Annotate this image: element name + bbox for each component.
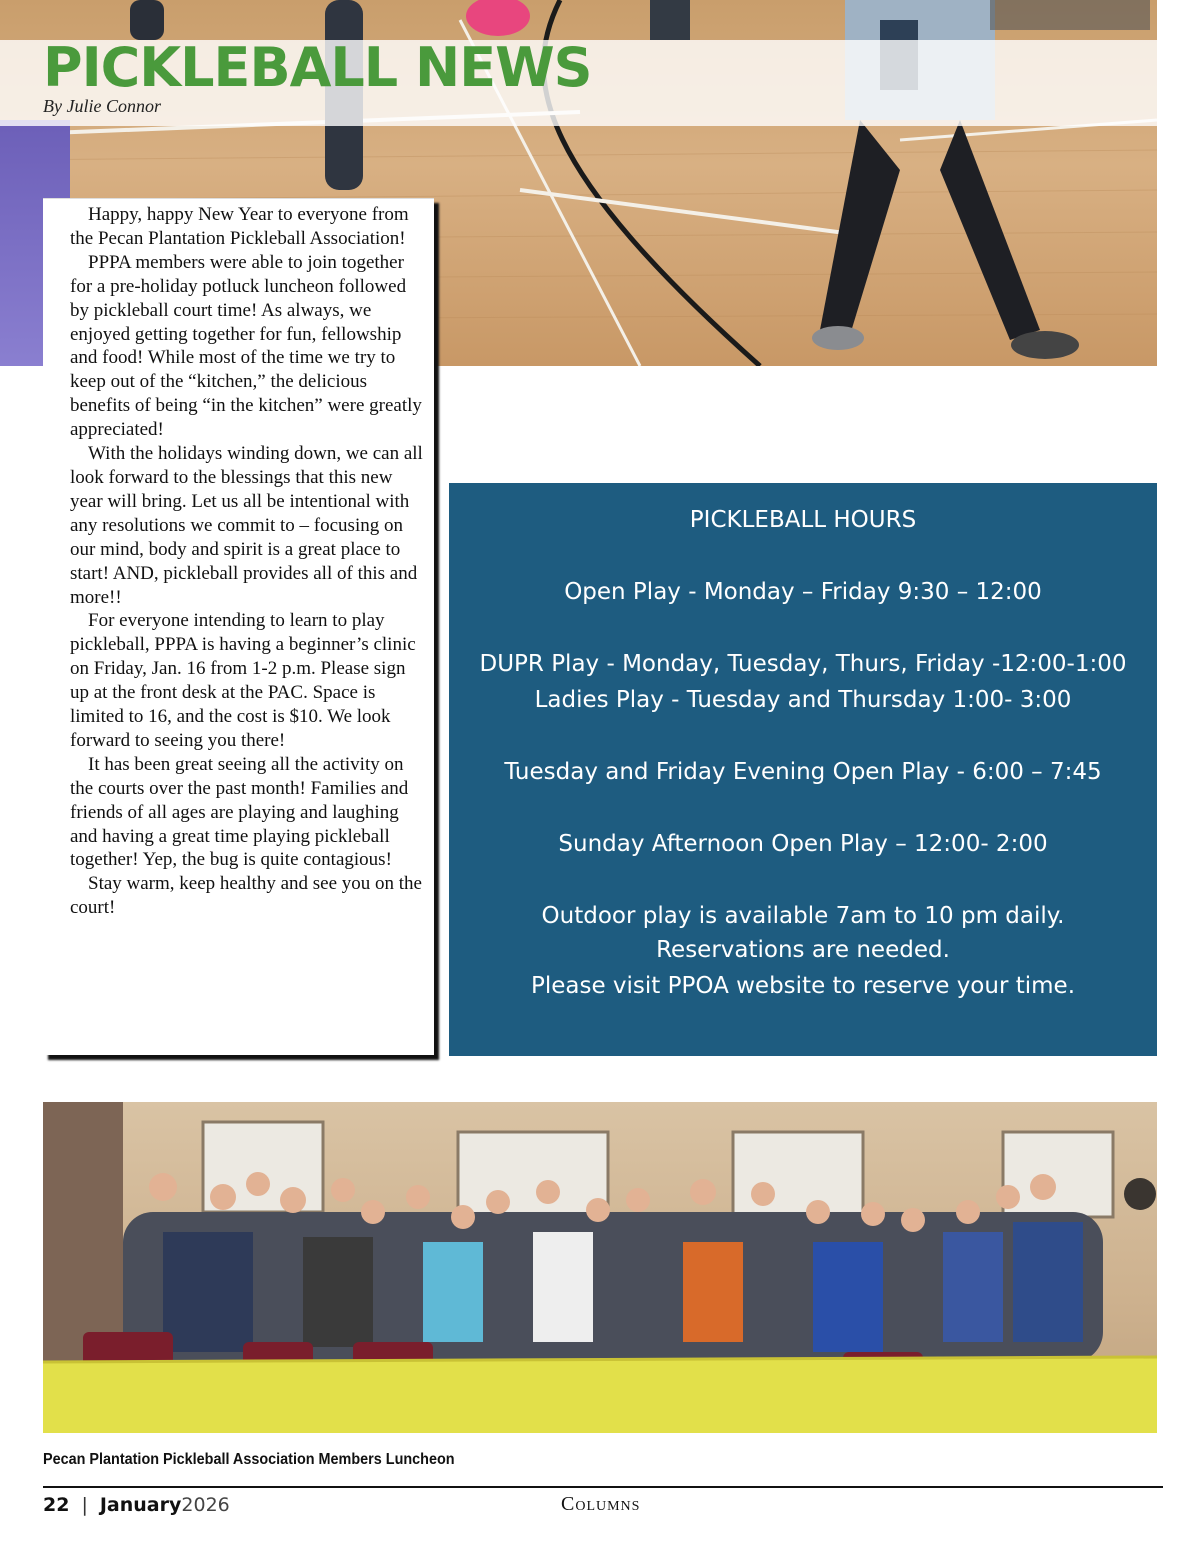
group-photo <box>43 1102 1157 1433</box>
footer-separator: | <box>81 1494 88 1516</box>
byline: By Julie Connor <box>43 96 161 116</box>
footer <box>43 1494 230 1516</box>
page-number: 22 <box>43 1494 70 1516</box>
group-photo-illustration <box>43 1102 1157 1433</box>
photo-caption: Pecan Plantation Pickleball Association Members Luncheon <box>43 1451 455 1468</box>
issue-month: January <box>99 1494 182 1516</box>
hours-sunday-play: Sunday Afternoon Open Play – 12:00- 2:00 <box>558 831 1048 857</box>
hours-heading: PICKLEBALL HOURS <box>689 507 917 533</box>
hours-dupr-play: DUPR Play - Monday, Tuesday, Thurs, Friday -12:00-1:00 <box>479 651 1127 677</box>
article-card <box>43 198 434 1055</box>
hours-outdoor-line-1: Outdoor play is available 7am to 10 pm daily. <box>541 903 1065 929</box>
hours-outdoor-line-3: Please visit PPOA website to reserve your time. <box>530 973 1075 999</box>
footer-rule <box>43 1486 1163 1488</box>
article-paragraph: It has been great seeing all the activity on the courts over the past month! Families and friends of all ages are playing and laughing and having a great time playing pickleball together! Yep, the bug is quite contagious! <box>70 753 409 871</box>
page-title: PICKLEBALL NEWS <box>43 36 592 99</box>
hours-box <box>449 483 1157 1056</box>
hours-outdoor-line-2: Reservations are needed. <box>656 937 950 963</box>
article-paragraph: PPPA members were able to join together for a pre-holiday potluck luncheon followed by pickleball court time! As always, we enjoyed getting together for fun, fellowship and food! While most of the time we try to keep out of the “kitchen,” the delicious benefits of being “in the kitchen” were greatly appreciated! <box>70 251 422 441</box>
article-paragraph: With the holidays winding down, we can all look forward to the blessings that this new year will bring. Let us all be intentional with any resolutions we commit to – focusing on our mind, body and spirit is a great place to start! AND, pickleball provides all of this and more!! <box>70 443 423 608</box>
article-paragraph: Stay warm, keep healthy and see you on the court! <box>70 873 422 919</box>
hours-ladies-play: Ladies Play - Tuesday and Thursday 1:00- 3:00 <box>534 687 1072 713</box>
issue-year: 2026 <box>181 1494 230 1516</box>
hours-open-play: Open Play - Monday – Friday 9:30 – 12:00 <box>564 579 1042 605</box>
magazine-name: Columns <box>561 1493 641 1515</box>
article-paragraph: For everyone intending to learn to play pickleball, PPPA is having a beginner’s clinic on Friday, Jan. 16 from 1-2 p.m. Please sign up at the front desk at the PAC. Space is limited to 16, and the cost is $10. We look forward to seeing you there! <box>70 610 416 751</box>
article-paragraph: Happy, happy New Year to everyone from the Pecan Plantation Pickleball Association! <box>70 204 409 249</box>
hours-evening-play: Tuesday and Friday Evening Open Play - 6:00 – 7:45 <box>504 759 1102 785</box>
article-body <box>70 203 428 920</box>
